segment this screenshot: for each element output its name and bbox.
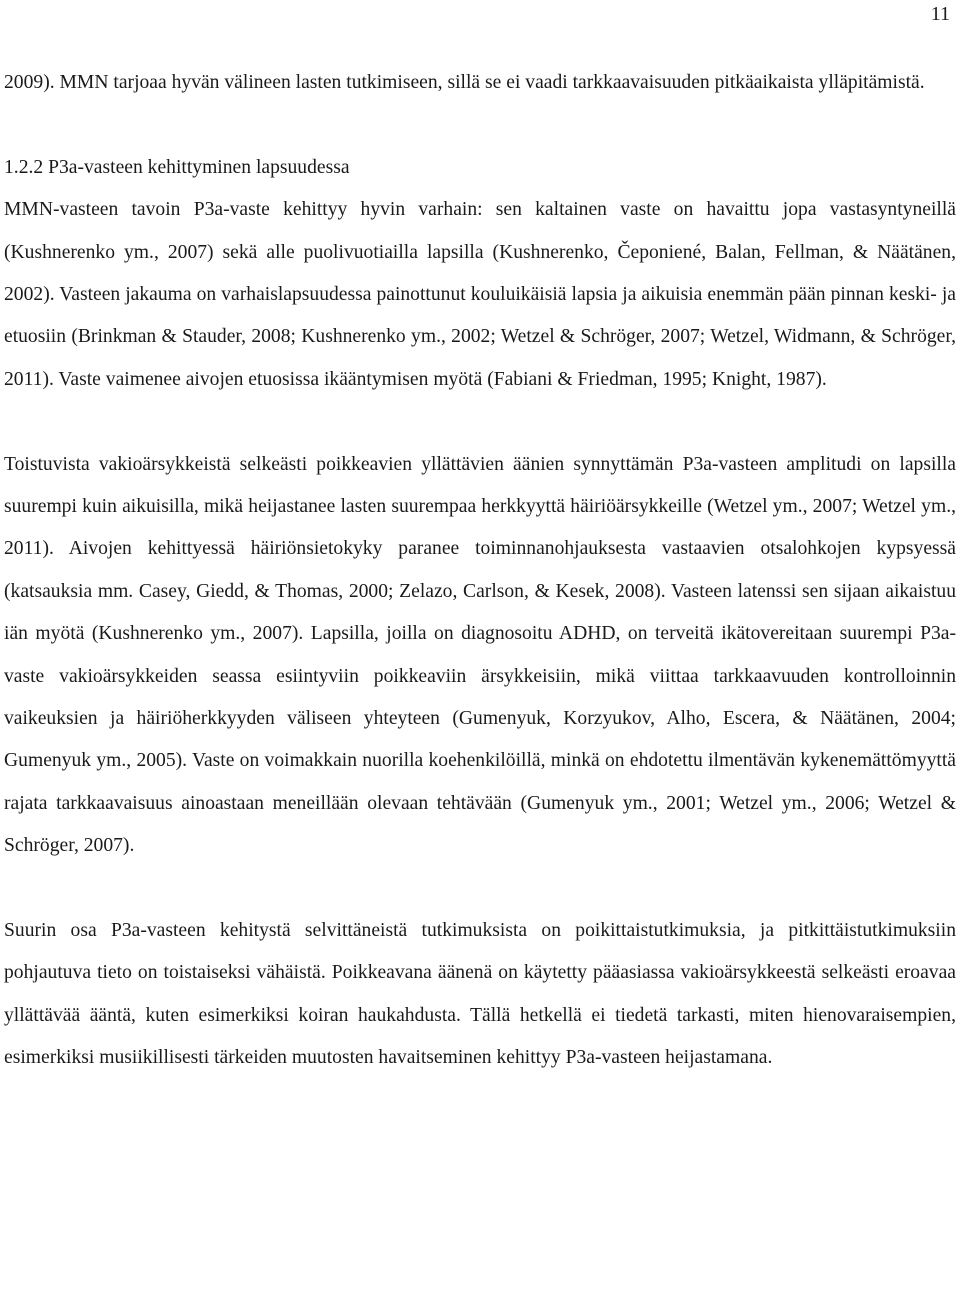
paragraph-p3a-research: Suurin osa P3a-vasteen kehitystä selvittäneistä tutkimuksista on poikittaistutkimuksia, ja pitkittäistutkimuksiin pohjautuva tieto on toistaiseksi vähäistä. Poikkeavana äänenä on käytetty pääasiassa vakioärsykkeestä selkeästi eroavaa yllättävää ääntä, kuten esimerkiksi koiran haukahdusta. Tällä hetkellä ei tiedetä tarkasti, miten hienovaraisempien, esimerkiksi musiikillisesti tärkeiden muutosten havaitseminen kehittyy P3a-vasteen heijastamana. <box>4 920 956 1069</box>
page-number: 11 <box>930 3 950 25</box>
paragraph-intro-continuation: 2009). MMN tarjoaa hyvän välineen lasten tutkimiseen, sillä se ei vaadi tarkkaavaisuuden pitkäaikaista ylläpitämistä. <box>4 72 925 93</box>
paragraph-gap <box>4 401 956 443</box>
document-body <box>4 62 956 1080</box>
section-heading: 1.2.2 P3a-vasteen kehittyminen lapsuudessa <box>4 156 350 178</box>
paragraph-gap <box>4 868 956 910</box>
paragraph-p3a-children: Toistuvista vakioärsykkeistä selkeästi poikkeavien yllättävien äänien synnyttämän P3a-vasteen amplitudi on lapsilla suurempi kuin aikuisilla, mikä heijastanee lasten suurempaa herkkyyttä häiriöärsykkeille (Wetzel ym., 2007; Wetzel ym., 2011). Aivojen kehittyessä häiriönsietokyky paranee toiminnanohjauksesta vastaavien otsalohkojen kypsyessä (katsauksia mm. Casey, Giedd, & Thomas, 2000; Zelazo, Carlson, & Kesek, 2008). Vasteen latenssi sen sijaan aikaistuu iän myötä (Kushnerenko ym., 2007). Lapsilla, joilla on diagnosoitu ADHD, on terveitä ikätovereitaan suurempi P3a-vaste vakioärsykkeiden seassa esiintyviin poikkeaviin ärsykkeisiin, mikä viittaa tarkkaavuuden kontrolloinnin vaikeuksien ja häiriöherkkyyden väliseen yhteyteen (Gumenyuk, Korzyukov, Alho, Escera, & Näätänen, 2004; Gumenyuk ym., 2005). Vaste on voimakkain nuorilla koehenkilöillä, minkä on ehdotettu ilmentävän kykenemättömyyttä rajata tarkkaavaisuus ainoastaan meneillään olevaan tehtävään (Gumenyuk ym., 2001; Wetzel ym., 2006; Wetzel & Schröger, 2007). <box>4 453 956 857</box>
paragraph-p3a-development: MMN-vasteen tavoin P3a-vaste kehittyy hyvin varhain: sen kaltainen vaste on havaittu jopa vastasyntyneillä (Kushnerenko ym., 2007) sekä alle puolivuotiailla lapsilla (Kushnerenko, Čeponiené, Balan, Fellman, & Näätänen, 2002). Vasteen jakauma on varhaislapsuudessa painottunut kouluikäisiä lapsia ja aikuisia enemmän pään pinnan keski- ja etuosiin (Brinkman & Stauder, 2008; Kushnerenko ym., 2002; Wetzel & Schröger, 2007; Wetzel, Widmann, & Schröger, 2011). Vaste vaimenee aivojen etuosissa ikääntymisen myötä (Fabiani & Friedman, 1995; Knight, 1987). <box>4 199 956 390</box>
